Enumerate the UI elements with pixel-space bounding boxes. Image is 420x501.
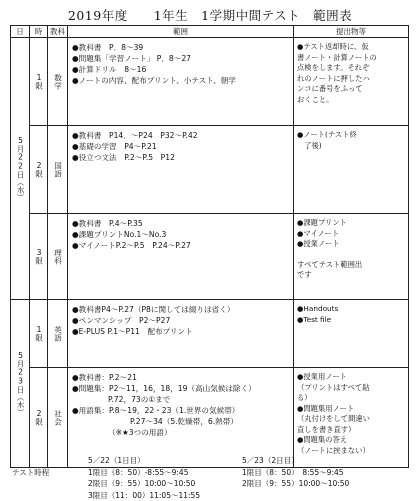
schedule-day1 <box>88 455 200 501</box>
submission-line: ●ノート(テスト終 <box>297 130 406 141</box>
period-label: 3限 <box>34 248 44 265</box>
submission-line: おくこと。 <box>297 95 406 106</box>
submission-line: ●問題集用ノート <box>297 404 406 415</box>
submission-line: 点検をします。それぞ <box>297 63 406 74</box>
table-row <box>11 214 409 300</box>
period-cell <box>30 368 48 468</box>
submissions-cell <box>294 368 409 468</box>
submission-line: る） <box>297 393 406 404</box>
date-label: 5月22日（水） <box>15 136 25 201</box>
range-line: ●ペンマンシップ P2～P27 <box>72 315 290 326</box>
test-range-table <box>10 25 409 468</box>
range-line: ●教科書 P．8～39 <box>72 42 290 53</box>
period-label: 2限 <box>34 161 44 178</box>
submission-line: ●授業ノート <box>297 239 406 250</box>
range-line: ●教科書P4～P.27（P8に関しては綴りは省く） <box>72 304 290 315</box>
submission-line: 書ノート・計算ノートの <box>297 53 406 64</box>
date-cell <box>11 300 30 468</box>
range-cell <box>68 214 294 300</box>
range-line: ●ノートの内容、配布プリント、小テスト、朝学 <box>72 75 290 86</box>
subject-label: 社会 <box>53 410 63 425</box>
schedule-line: 1限目（8：50）-8:55～9:45 <box>88 467 200 479</box>
submissions-cell <box>294 38 409 126</box>
schedule-line: 5／22（1日目） <box>88 455 200 467</box>
schedule-line: 1限目（8：50） 8:55～9:45 <box>242 467 349 479</box>
submission-line: すべてテスト範囲出 <box>297 260 406 271</box>
period-cell <box>30 38 48 126</box>
table-row <box>11 38 409 126</box>
schedule-day2 <box>242 455 349 490</box>
range-line: ●マイノートP.2～P.5 P.24～P.27 <box>72 240 290 251</box>
schedule-line: 2限目（9：55）10:00～10:50 <box>88 478 200 490</box>
range-line: ●教科書：P.2～21 <box>72 372 290 383</box>
submission-line: ●問題集の答え <box>297 435 406 446</box>
range-line: ●課題プリントNo.1～No.3 <box>72 229 290 240</box>
table-row <box>11 300 409 368</box>
submission-line: ●Handouts <box>297 304 406 315</box>
period-cell <box>30 214 48 300</box>
submission-line: ●テスト返却時に、仮 <box>297 42 406 53</box>
table-row <box>11 126 409 214</box>
submission-line: ●マイノート <box>297 229 406 240</box>
header-range: 範囲 <box>68 26 294 38</box>
subject-cell <box>48 126 68 214</box>
range-line: ●基礎の学習 P4～P.21 <box>72 141 290 152</box>
period-cell <box>30 300 48 368</box>
submissions-cell <box>294 214 409 300</box>
submission-line: （ノートに挟まない） <box>297 446 406 457</box>
subject-cell <box>48 214 68 300</box>
subject-label: 理科 <box>53 249 63 264</box>
submission-line: ●Test file <box>297 315 406 326</box>
subject-label: 英語 <box>53 326 63 341</box>
submission-line: （丸付けをして間違い <box>297 414 406 425</box>
submissions-cell <box>294 126 409 214</box>
date-cell <box>11 38 30 300</box>
range-cell <box>68 38 294 126</box>
submission-line <box>297 250 406 260</box>
header-subject: 教科 <box>48 26 68 38</box>
schedule-line: 3限目（11：00）11:05～11:55 <box>88 490 200 501</box>
period-label: 2限 <box>34 409 44 426</box>
submission-line: です <box>297 270 406 281</box>
schedule-line: 2限目（9：55）10:00～10:50 <box>242 478 349 490</box>
range-line: （※★3つの用語） <box>72 427 290 438</box>
range-cell <box>68 126 294 214</box>
subject-cell <box>48 368 68 468</box>
header-period: 時 <box>30 26 48 38</box>
period-label: 1限 <box>34 325 44 342</box>
submission-line: ●課題プリント <box>297 218 406 229</box>
range-cell <box>68 300 294 368</box>
submission-line: れのノートに押したハ <box>297 74 406 85</box>
range-line: ●E-PLUS P.1～P11 配布プリント <box>72 326 290 337</box>
range-line: ●教科書 P.4～P.35 <box>72 218 290 229</box>
submission-line: 直しを書き直す） <box>297 425 406 436</box>
header-submissions: 提出物等 <box>294 26 409 38</box>
table-row <box>11 368 409 468</box>
range-cell <box>68 368 294 468</box>
header-day: 日 <box>11 26 30 38</box>
range-line: ●計算ドリル 8～16 <box>72 64 290 75</box>
range-line: P.72，73の①まで <box>72 394 290 405</box>
date-label: 5月23日（木） <box>15 351 25 416</box>
range-line: ●問題集「学習ノート」 P．8～27 <box>72 53 290 64</box>
subject-label: 国語 <box>53 162 63 177</box>
page-title: 2019年度 1年生 1学期中間テスト 範囲表 <box>0 6 420 24</box>
subject-cell <box>48 300 68 368</box>
period-label: 1限 <box>34 73 44 90</box>
period-cell <box>30 126 48 214</box>
subject-label: 数学 <box>53 74 63 89</box>
subject-cell <box>48 38 68 126</box>
range-line: ●役立つ文法 P.2～P.5 P12 <box>72 152 290 163</box>
range-line: ●問題集：P2～11，16，18，19（高山気候は除く） <box>72 383 290 394</box>
submission-line: ●授業用ノート <box>297 372 406 383</box>
header-row <box>11 26 409 38</box>
range-line: ●用語集：P.8～19，22・23（1.世界の気候帯） <box>72 405 290 416</box>
submission-line: 了後) <box>297 141 406 152</box>
schedule-label: テスト時程 <box>12 467 49 479</box>
schedule-line: 5／23（2日目） <box>242 455 349 467</box>
range-line: ●教科書 P14．～P24 P32～P.42 <box>72 130 290 141</box>
range-line: P.27～34（5.乾燥帯，6.熱帯） <box>72 416 290 427</box>
submissions-cell <box>294 300 409 368</box>
submission-line: （プリントはすべて貼 <box>297 383 406 394</box>
submission-line: ンコに番号をふって <box>297 84 406 95</box>
